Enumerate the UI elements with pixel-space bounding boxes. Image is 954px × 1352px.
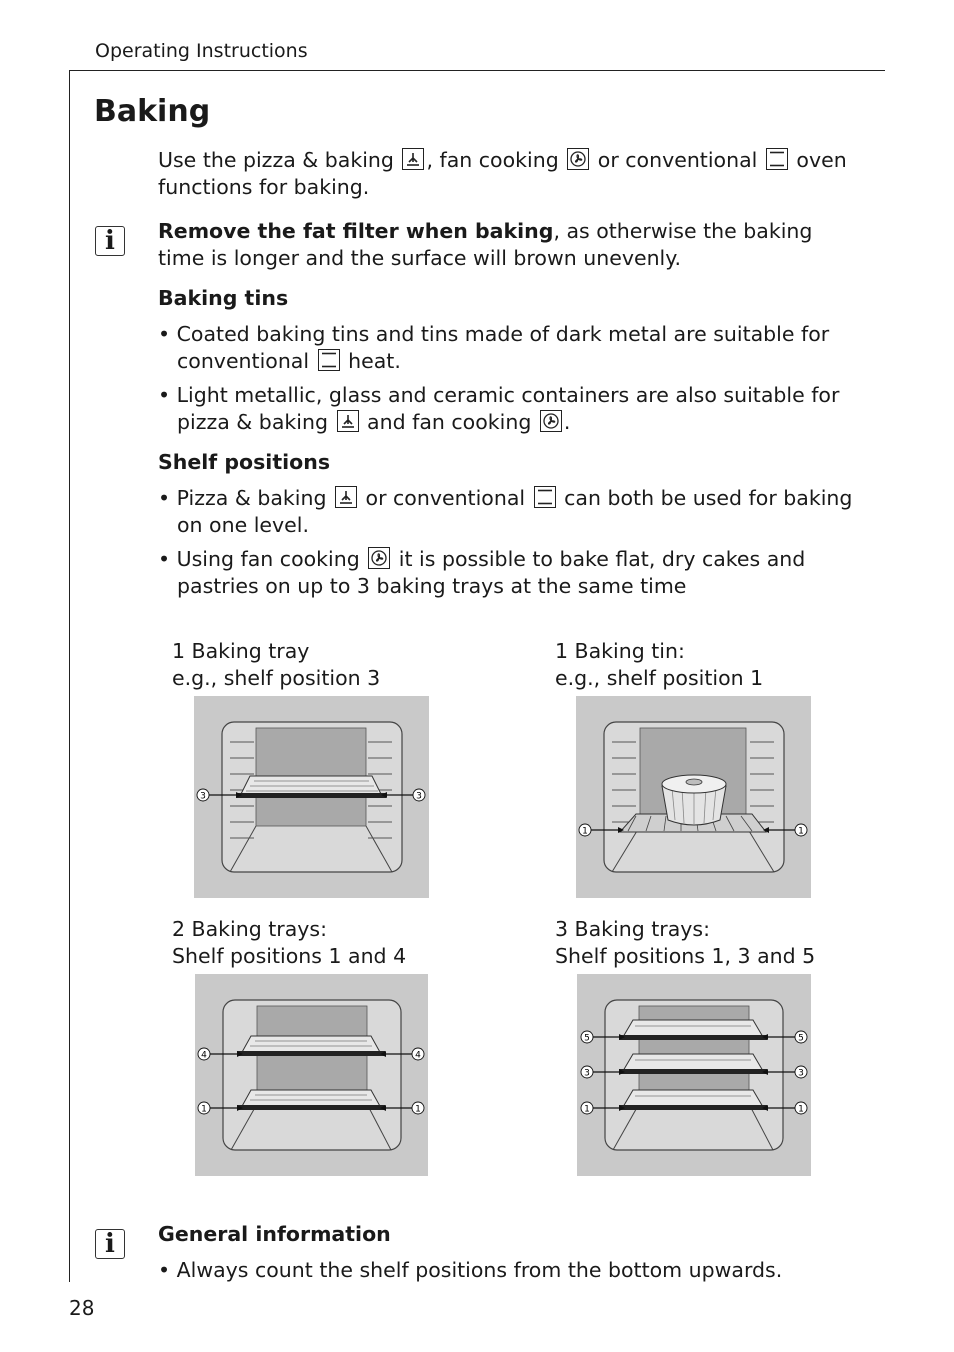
shelf-marker: 3 (798, 1068, 804, 1079)
note-text: , as otherwise the baking time is longer and the surface will brown unevenly. (158, 219, 813, 270)
oven-figure-3 (195, 974, 428, 1176)
general-info-heading: General information (158, 1222, 391, 1246)
fan-cooking-icon (567, 148, 589, 170)
info-icon: i (95, 226, 125, 256)
intro-paragraph (158, 147, 858, 201)
figure-caption-1: 1 Baking tray e.g., shelf position 3 (172, 639, 381, 690)
shelf-marker: 5 (584, 1033, 590, 1044)
baking-tins-heading: Baking tins (158, 286, 289, 310)
general-info-bullet: • Always count the shelf positions from the bottom upwards. (158, 1258, 783, 1282)
oven-figure-2 (576, 696, 811, 898)
shelf-marker: 3 (584, 1068, 590, 1079)
shelf-marker: 1 (584, 1104, 590, 1115)
info-icon: i (95, 1229, 125, 1259)
page-title: Baking (94, 94, 211, 129)
page-number: 28 (69, 1296, 95, 1320)
intro-text-2: , fan cooking (426, 148, 559, 172)
pizza-baking-icon (337, 410, 359, 432)
oven-illustration-3 (195, 974, 428, 1176)
figure-caption-3: 2 Baking trays: Shelf positions 1 and 4 (172, 917, 407, 968)
shelf-marker: 1 (201, 1104, 207, 1115)
intro-text-1: Use the pizza & baking (158, 148, 394, 172)
shelf-marker: 3 (200, 791, 206, 802)
shelf-marker: 4 (415, 1050, 421, 1061)
oven-figure-4 (577, 974, 811, 1176)
shelf-positions-bullet-2: • Using fan cooking it is possible to bake flat, dry cakes and pastries on up to 3 baking trays at the same time (158, 547, 806, 598)
shelf-marker: 1 (798, 826, 804, 837)
baking-tins-bullet-1: • Coated baking tins and tins made of dark metal are suitable for conventional heat. (158, 322, 830, 373)
pizza-baking-icon (402, 148, 424, 170)
conventional-heat-icon (766, 148, 788, 170)
conventional-heat-icon (534, 486, 556, 508)
shelf-marker: 4 (201, 1050, 207, 1061)
oven-figure-1 (194, 696, 429, 898)
fat-filter-note (158, 218, 858, 272)
margin-rule (69, 70, 70, 1282)
fan-cooking-icon (368, 547, 390, 569)
pizza-baking-icon (335, 486, 357, 508)
conventional-heat-icon (318, 349, 340, 371)
intro-text-3: or conventional (597, 148, 758, 172)
intro-text-4: oven functions for baking. (158, 148, 847, 199)
shelf-marker: 1 (798, 1104, 804, 1115)
baking-tins-bullet-2: • Light metallic, glass and ceramic containers are also suitable for pizza & baking and fan cooking . (158, 383, 840, 434)
header-rule (70, 70, 885, 71)
shelf-marker: 1 (582, 826, 588, 837)
running-header: Operating Instructions (95, 40, 308, 62)
oven-illustration-1 (194, 696, 429, 898)
shelf-marker: 5 (798, 1033, 804, 1044)
oven-illustration-2 (576, 696, 811, 898)
figure-caption-2: 1 Baking tin: e.g., shelf position 1 (555, 639, 764, 690)
figure-caption-4: 3 Baking trays: Shelf positions 1, 3 and 5 (555, 917, 816, 968)
fan-cooking-icon (540, 410, 562, 432)
shelf-marker: 3 (416, 791, 422, 802)
shelf-positions-heading: Shelf positions (158, 450, 331, 474)
shelf-positions-bullet-1: • Pizza & baking or conventional can both be used for baking on one level. (158, 486, 853, 537)
oven-illustration-4 (577, 974, 811, 1176)
note-emphasis: Remove the fat filter when baking (158, 219, 554, 243)
shelf-marker: 1 (415, 1104, 421, 1115)
